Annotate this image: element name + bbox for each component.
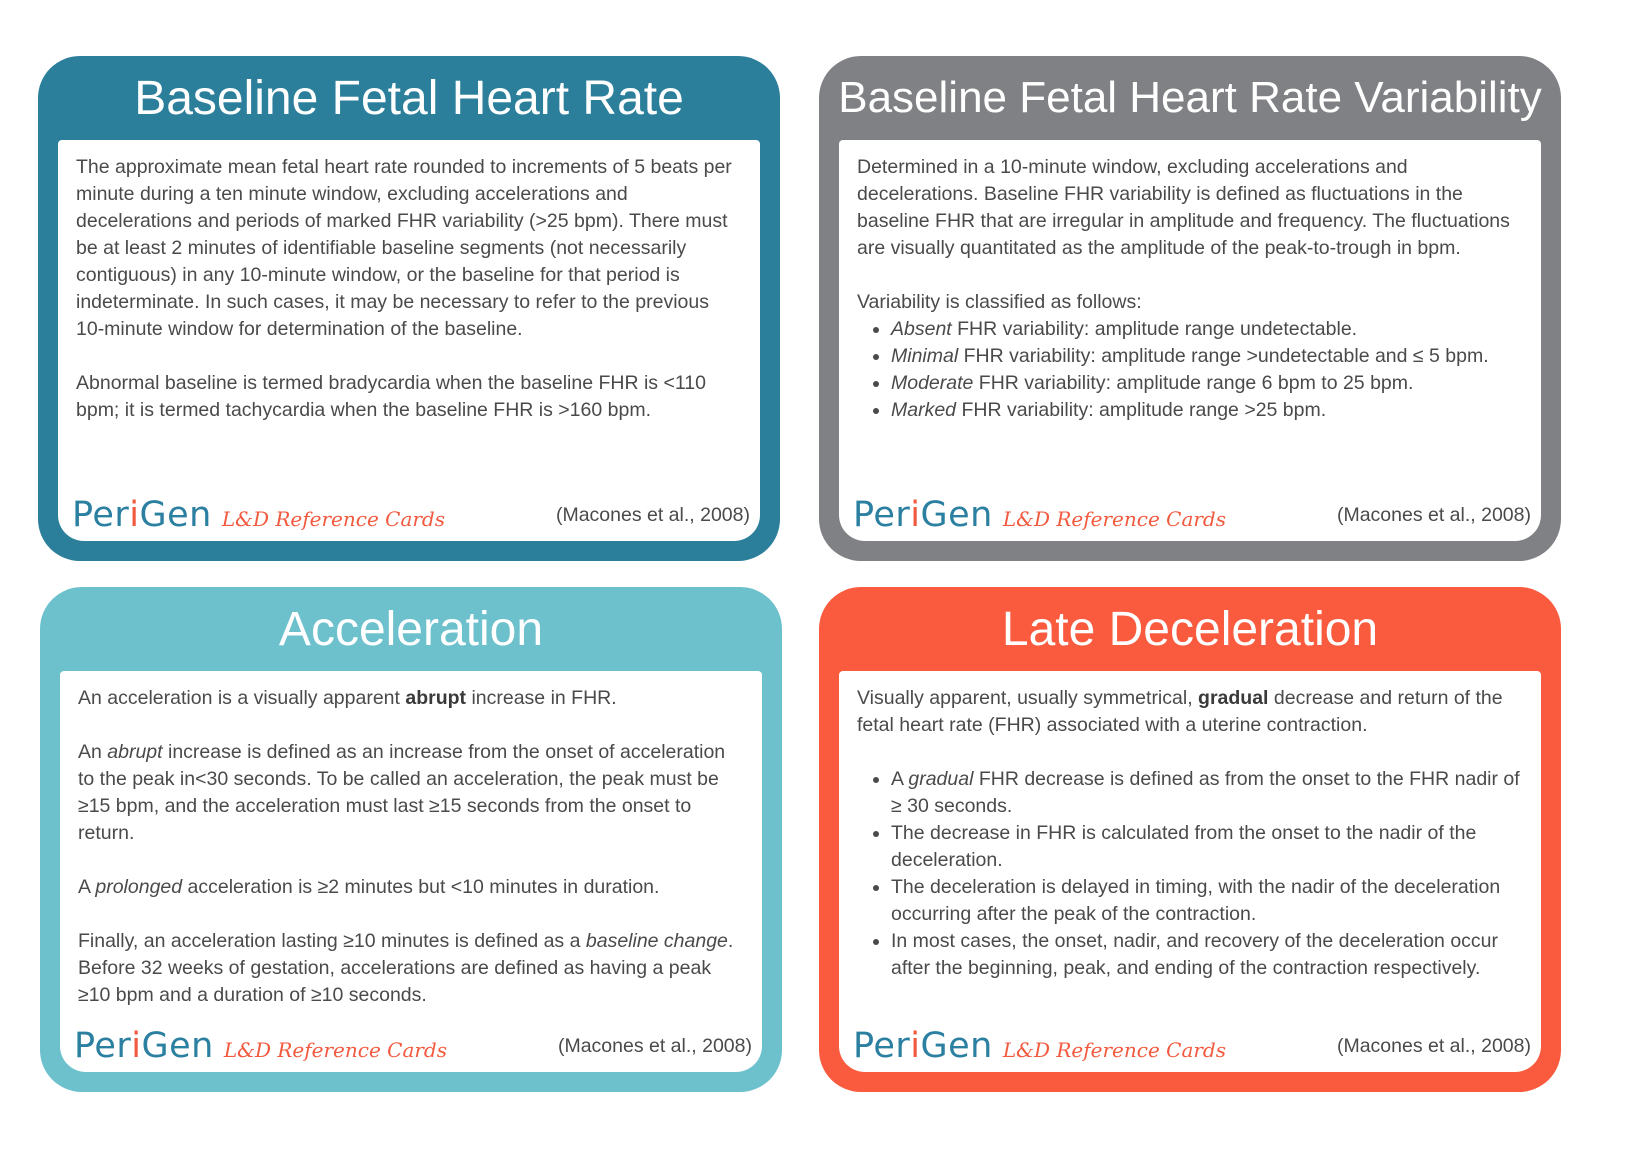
card-body: [839, 671, 1541, 1072]
card-footer: [74, 1026, 752, 1066]
card-title: Baseline Fetal Heart Rate: [134, 71, 684, 125]
paragraph: Finally, an acceleration lasting ≥10 minutes is defined as a baseline change. Before 32 weeks of gestation, accelerations are defined as having a peak ≥10 bpm and a duration of ≥10 seconds.: [78, 930, 734, 1006]
brand-name: PeriGen: [853, 495, 993, 535]
list-item: • Moderate FHR variability: amplitude range 6 bpm to 25 bpm.: [891, 370, 1523, 397]
list-item: • The decrease in FHR is calculated from the onset to the nadir of the deceleration.: [891, 820, 1523, 874]
brand-tagline: L&D Reference Cards: [223, 1038, 447, 1062]
list-item: • In most cases, the onset, nadir, and recovery of the deceleration occur after the beginning, peak, and ending of the contraction respectively.: [891, 928, 1523, 982]
list-item: • A gradual FHR decrease is defined as from the onset to the FHR nadir of ≥ 30 seconds.: [891, 766, 1523, 820]
card-body: [839, 140, 1541, 541]
perigen-logo: [72, 495, 445, 535]
card-body: [60, 671, 762, 1072]
perigen-logo: [853, 495, 1226, 535]
brand-tagline: L&D Reference Cards: [221, 507, 445, 531]
brand-tagline: L&D Reference Cards: [1002, 507, 1226, 531]
list-item: • Marked FHR variability: amplitude range >25 bpm.: [891, 397, 1523, 424]
card-text: [78, 685, 744, 1009]
paragraph: Variability is classified as follows:: [857, 291, 1142, 313]
brand-name: PeriGen: [74, 1026, 214, 1066]
list-item: • The deceleration is delayed in timing, with the nadir of the deceleration occurring after the peak of the contraction.: [891, 874, 1523, 928]
brand-tagline: L&D Reference Cards: [1002, 1038, 1226, 1062]
paragraph: Determined in a 10-minute window, excluding accelerations and decelerations. Baseline FHR variability is defined as fluctuations in the baseline FHR that are irregular in amplitude and frequency. The fluctuations are visually quantitated as the amplitude of the peak-to-trough in bpm.: [857, 156, 1510, 259]
card-acceleration: [40, 587, 782, 1092]
card-text: [857, 685, 1523, 982]
card-baseline-fhr: [38, 56, 780, 561]
variability-list: [857, 316, 1523, 424]
list-item: • Minimal FHR variability: amplitude range >undetectable and ≤ 5 bpm.: [891, 343, 1523, 370]
paragraph: An abrupt increase is defined as an increase from the onset of acceleration to the peak in<30 seconds. To be called an acceleration, the peak must be ≥15 bpm, and the acceleration must last ≥15 seconds from the onset to return.: [78, 741, 726, 844]
card-title: Acceleration: [278, 602, 544, 656]
brand-name: PeriGen: [72, 495, 212, 535]
card-body: [58, 140, 760, 541]
paragraph: A prolonged acceleration is ≥2 minutes but <10 minutes in duration.: [78, 876, 660, 898]
citation: (Macones et al., 2008): [1336, 1034, 1531, 1057]
card-text: [76, 154, 742, 424]
list-item: • Absent FHR variability: amplitude range undetectable.: [891, 316, 1523, 343]
card-footer: [853, 1026, 1531, 1066]
perigen-logo: [74, 1026, 447, 1066]
card-text: [857, 154, 1523, 424]
perigen-logo: [853, 1026, 1226, 1066]
paragraph: The approximate mean fetal heart rate rounded to increments of 5 beats per minute during a ten minute window, excluding accelerations and decelerations and periods of marked FHR variability (>25 bpm). There must be at least 2 minutes of identifiable baseline segments (not necessarily contiguous) in any 10-minute window, or the baseline for that period is indeterminate. In such cases, it may be necessary to refer to the previous 10-minute window for determination of the baseline.: [76, 156, 732, 340]
card-late-deceleration: [819, 587, 1561, 1092]
citation: (Macones et al., 2008): [555, 503, 750, 526]
card-footer: [72, 495, 750, 535]
card-footer: [853, 495, 1531, 535]
citation: (Macones et al., 2008): [1336, 503, 1531, 526]
paragraph: Visually apparent, usually symmetrical, gradual decrease and return of the fetal heart rate (FHR) associated with a uterine contraction.: [857, 687, 1503, 736]
card-baseline-fhr-variability: [819, 56, 1561, 561]
paragraph: Abnormal baseline is termed bradycardia when the baseline FHR is <110 bpm; it is termed tachycardia when the baseline FHR is >160 bpm.: [76, 372, 706, 421]
citation: (Macones et al., 2008): [557, 1034, 752, 1057]
card-title: Baseline Fetal Heart Rate Variability: [838, 73, 1542, 122]
brand-name: PeriGen: [853, 1026, 993, 1066]
paragraph: An acceleration is a visually apparent abrupt increase in FHR.: [78, 687, 617, 709]
card-title: Late Deceleration: [1001, 602, 1379, 656]
deceleration-list: [857, 766, 1523, 982]
